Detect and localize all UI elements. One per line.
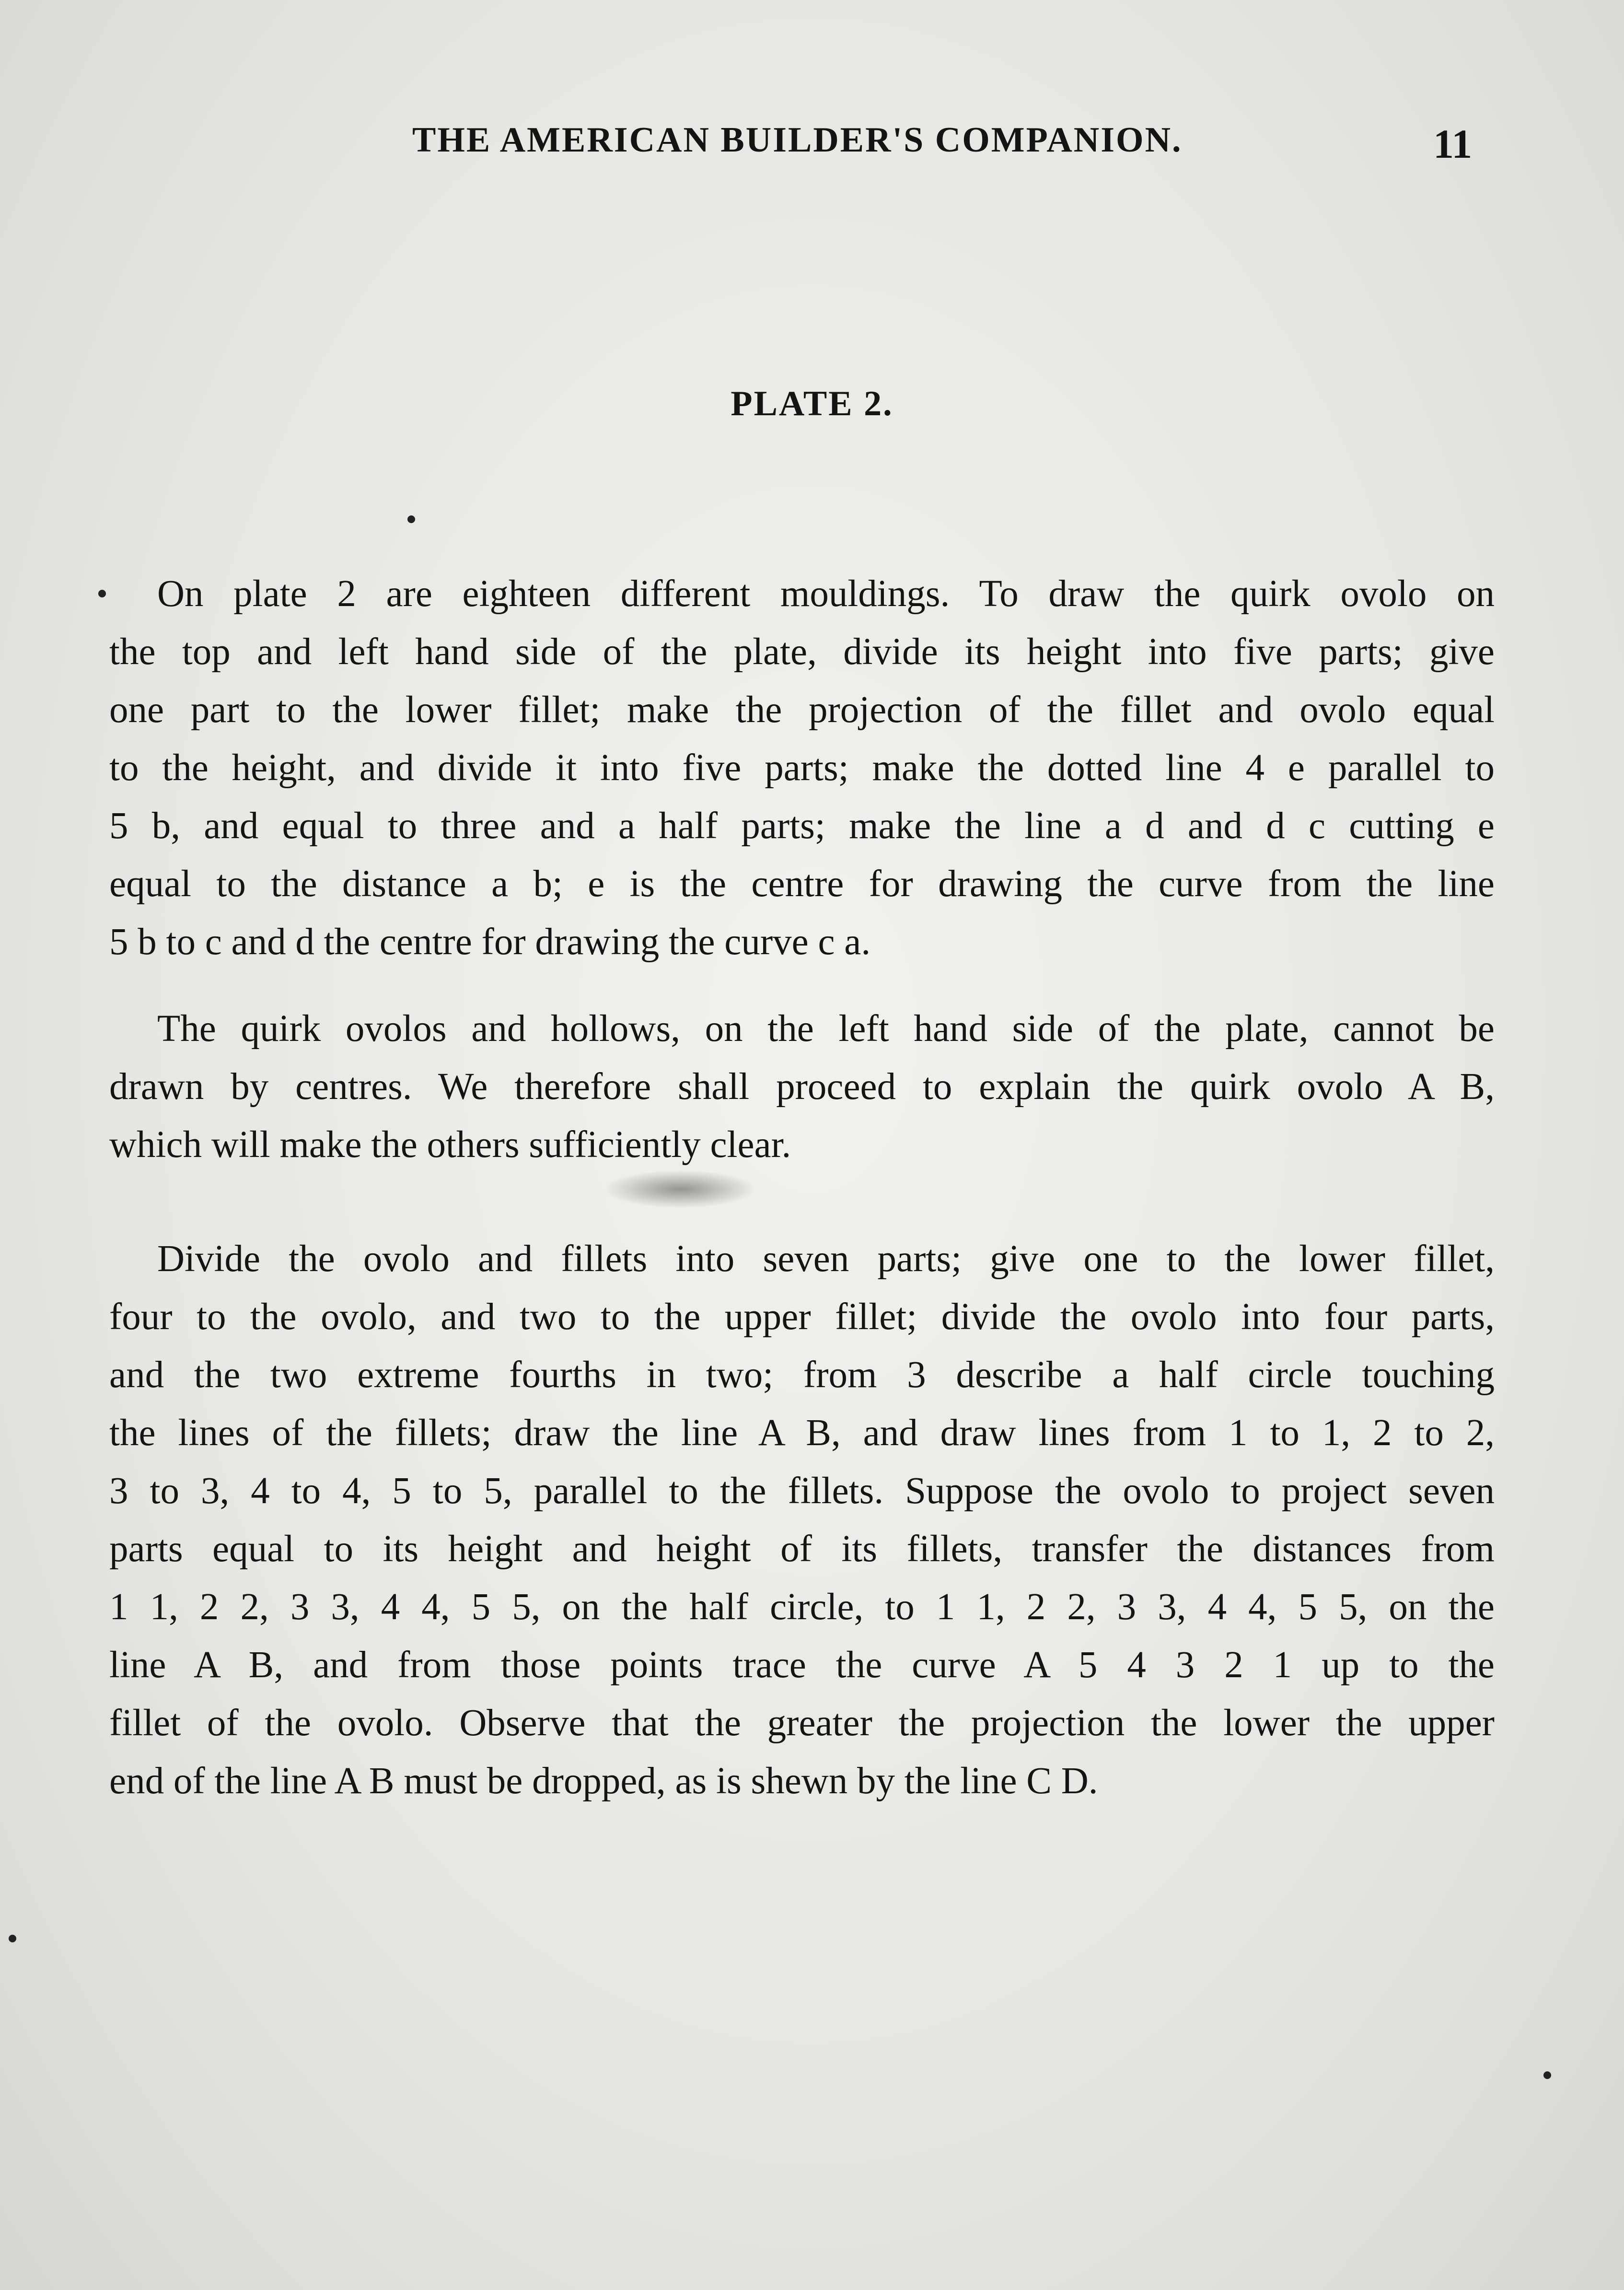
ink-smudge [604, 1170, 757, 1208]
ink-speck [9, 1935, 16, 1942]
text-line: parts equal to its height and height of its fillets, transfer the distances from [109, 1528, 1495, 1570]
text-line: the top and left hand side of the plate, divide its height into five parts; give [109, 631, 1495, 673]
text-line: line A B, and from those points trace the curve A 5 4 3 2 1 up to the [109, 1644, 1495, 1686]
ink-speck [98, 590, 106, 597]
text-line: On plate 2 are eighteen different mouldings. To draw the quirk ovolo on [157, 573, 1495, 615]
text-line: 5 b to c and d the centre for drawing the curve c a. [109, 921, 871, 963]
show-through [110, 269, 1500, 326]
text-line: four to the ovolo, and two to the upper fillet; divide the ovolo into four parts, [109, 1296, 1495, 1338]
text-line: the lines of the fillets; draw the line A B, and draw lines from 1 to 1, 2 to 2, [109, 1412, 1495, 1454]
text-line: 1 1, 2 2, 3 3, 4 4, 5 5, on the half circle, to 1 1, 2 2, 3 3, 4 4, 5 5, on the [109, 1586, 1495, 1628]
ink-speck [1543, 2071, 1551, 2079]
text-line: drawn by centres. We therefore shall proceed to explain the quirk ovolo A B, [109, 1066, 1495, 1108]
text-line: equal to the distance a b; e is the centre for drawing the curve from the line [109, 863, 1495, 905]
paragraph-3 [109, 1230, 1495, 1810]
text-line: The quirk ovolos and hollows, on the left hand side of the plate, cannot be [157, 1008, 1495, 1050]
paragraph-2 [109, 1000, 1495, 1174]
text-line: fillet of the ovolo. Observe that the greater the projection the lower the upper [109, 1702, 1495, 1744]
text-line: to the height, and divide it into five parts; make the dotted line 4 e parallel to [109, 747, 1495, 789]
plate-heading: PLATE 2. [731, 384, 893, 423]
text-line: Divide the ovolo and fillets into seven parts; give one to the lower fillet, [157, 1238, 1495, 1280]
ink-speck [407, 515, 415, 523]
text-line: end of the line A B must be dropped, as is shewn by the line C D. [109, 1760, 1098, 1802]
page-number: 11 [1433, 121, 1473, 167]
running-title: THE AMERICAN BUILDER'S COMPANION. [412, 120, 1183, 160]
text-line: 5 b, and equal to three and a half parts; make the line a d and d c cutting e [109, 805, 1495, 847]
paragraph-1 [109, 565, 1495, 971]
text-line: which will make the others sufficiently clear. [109, 1124, 791, 1166]
text-line: and the two extreme fourths in two; from 3 describe a half circle touching [109, 1354, 1495, 1396]
text-line: 3 to 3, 4 to 4, 5 to 5, parallel to the fillets. Suppose the ovolo to project seven [109, 1470, 1495, 1512]
text-line: one part to the lower fillet; make the projection of the fillet and ovolo equal [109, 689, 1495, 731]
